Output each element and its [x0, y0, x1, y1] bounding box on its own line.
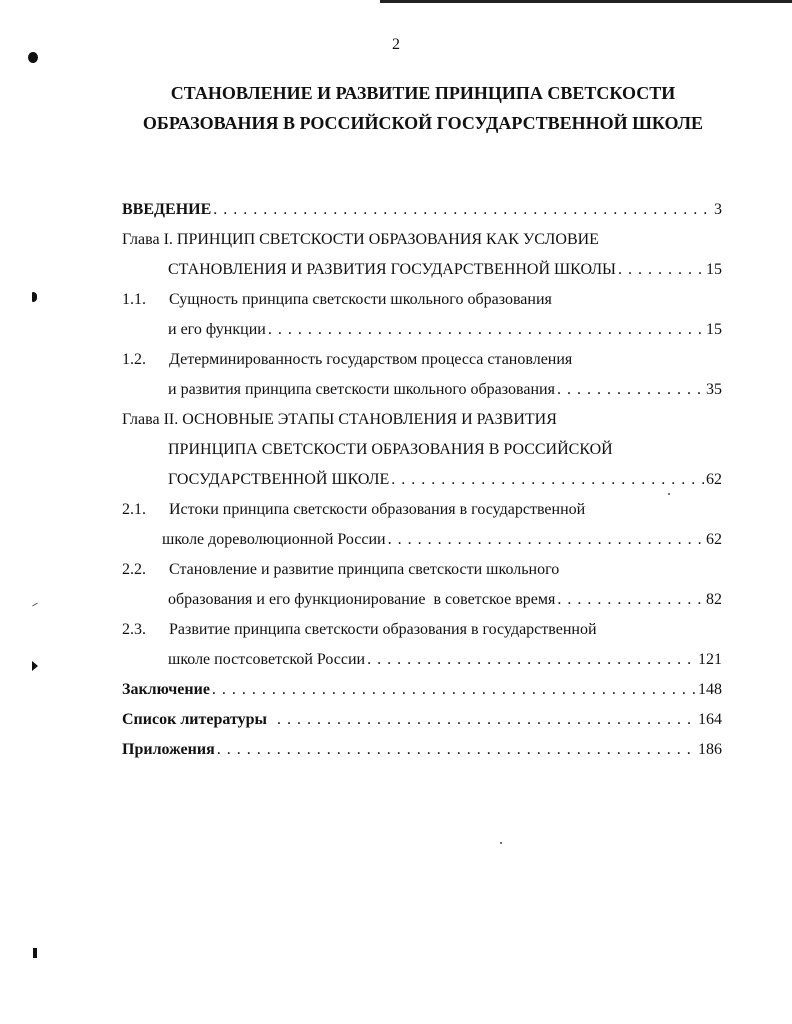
toc-section-2-2-line-1[interactable]	[122, 559, 722, 581]
toc-chapter-2-line-1[interactable]	[122, 409, 722, 431]
page-title	[0, 78, 792, 138]
toc-entry-page: 15	[706, 321, 722, 338]
toc-entry-references[interactable]	[122, 709, 722, 731]
toc-leader-dots	[217, 739, 696, 761]
toc-entry-page: 62	[706, 531, 722, 548]
toc-section-2-1-line-1[interactable]	[122, 499, 722, 521]
toc-entry-label: Становление и развитие принципа светскости школьного	[169, 561, 560, 578]
toc-leader-dots	[391, 469, 704, 491]
toc-entry-label: и развития принципа светскости школьного образования	[168, 381, 555, 398]
toc-entry-label: Список литературы	[122, 711, 267, 728]
toc-chapter-1-line-2[interactable]	[168, 259, 722, 281]
toc-leader-dots	[268, 319, 704, 341]
toc-section-number: 1.1.	[122, 291, 146, 308]
scan-punch-mark	[32, 661, 38, 671]
toc-entry-page: 148	[698, 681, 722, 698]
title-line-1: СТАНОВЛЕНИЕ И РАЗВИТИЕ ПРИНЦИПА СВЕТСКОСТИ	[170, 83, 676, 103]
title-line-2: ОБРАЗОВАНИЯ В РОССИЙСКОЙ ГОСУДАРСТВЕННОЙ ШКОЛЕ	[142, 113, 704, 133]
toc-entry-label: Глава I. ПРИНЦИП СВЕТСКОСТИ ОБРАЗОВАНИЯ КАК УСЛОВИЕ	[122, 231, 599, 248]
scan-speck	[32, 603, 38, 607]
toc-section-2-3-line-1[interactable]	[122, 619, 722, 641]
toc-leader-dots	[277, 709, 696, 731]
toc-entry-page: 15	[706, 261, 722, 278]
toc-section-2-2-line-2[interactable]	[168, 589, 722, 611]
toc-leader-dots	[618, 259, 704, 281]
toc-entry-page: 35	[706, 381, 722, 398]
toc-section-number: 1.2.	[122, 351, 146, 368]
toc-section-number: 2.3.	[122, 621, 146, 638]
toc-section-2-1-line-2[interactable]	[162, 529, 722, 551]
toc-section-1-2-line-2[interactable]	[168, 379, 722, 401]
toc-entry-label: Сущность принципа светскости школьного образования	[169, 291, 552, 308]
toc-leader-dots	[557, 379, 704, 401]
toc-entry-label: Развитие принципа светскости образования в государственной	[169, 621, 597, 638]
scan-punch-mark	[33, 948, 37, 958]
toc-entry-label: школе постсоветской России	[168, 651, 366, 668]
toc-leader-dots	[388, 529, 704, 551]
toc-chapter-1-line-1[interactable]	[122, 229, 722, 251]
toc-entry-page: 62	[706, 471, 722, 488]
toc-entry-label: Детерминированность государством процесса становления	[169, 351, 573, 368]
toc-chapter-2-line-2[interactable]	[168, 439, 722, 461]
toc-entry-page: 3	[714, 201, 722, 218]
toc-entry-label: ВВЕДЕНИЕ	[122, 201, 212, 218]
toc-entry-page: 186	[698, 741, 722, 758]
toc-chapter-2-line-3[interactable]	[168, 469, 722, 491]
toc-entry-intro[interactable]	[122, 199, 722, 221]
page-number: 2	[392, 36, 400, 53]
toc-entry-conclusion[interactable]	[122, 679, 722, 701]
toc-entry-label: СТАНОВЛЕНИЯ И РАЗВИТИЯ ГОСУДАРСТВЕННОЙ ШКОЛЫ	[168, 261, 617, 278]
toc-leader-dots	[212, 679, 696, 701]
toc-leader-dots	[367, 649, 696, 671]
scan-top-border	[380, 0, 792, 3]
toc-section-number: 2.1.	[122, 501, 146, 518]
scan-punch-mark	[32, 292, 37, 302]
toc-entry-label: школе дореволюционной России	[162, 531, 386, 548]
toc-section-1-1-line-2[interactable]	[168, 319, 722, 341]
scan-speck	[500, 842, 502, 844]
toc-entry-page: 82	[706, 591, 722, 608]
toc-entry-label: ПРИНЦИПА СВЕТСКОСТИ ОБРАЗОВАНИЯ В РОССИЙСКОЙ	[168, 441, 613, 458]
scan-speck	[668, 493, 670, 495]
toc-entry-label: и его функции	[168, 321, 266, 338]
toc-entry-page: 164	[698, 711, 722, 728]
toc-entry-label: ГОСУДАРСТВЕННОЙ ШКОЛЕ	[168, 471, 390, 488]
toc-section-number: 2.2.	[122, 561, 146, 578]
toc-entry-label: Глава II. ОСНОВНЫЕ ЭТАПЫ СТАНОВЛЕНИЯ И РАЗВИТИЯ	[122, 411, 557, 428]
toc-entry-appendices[interactable]	[122, 739, 722, 761]
toc-entry-label: Заключение	[122, 681, 210, 698]
toc-section-1-2-line-1[interactable]	[122, 349, 722, 371]
toc-entry-label: Истоки принципа светскости образования в государственной	[169, 501, 586, 518]
toc-section-1-1-line-1[interactable]	[122, 289, 722, 311]
toc-leader-dots	[213, 199, 712, 221]
toc-entry-label: Приложения	[122, 741, 215, 758]
toc-entry-page: 121	[698, 651, 722, 668]
toc-section-2-3-line-2[interactable]	[168, 649, 722, 671]
toc-entry-label: образования и его функционирование в советское время	[168, 591, 556, 608]
toc-leader-dots	[557, 589, 704, 611]
